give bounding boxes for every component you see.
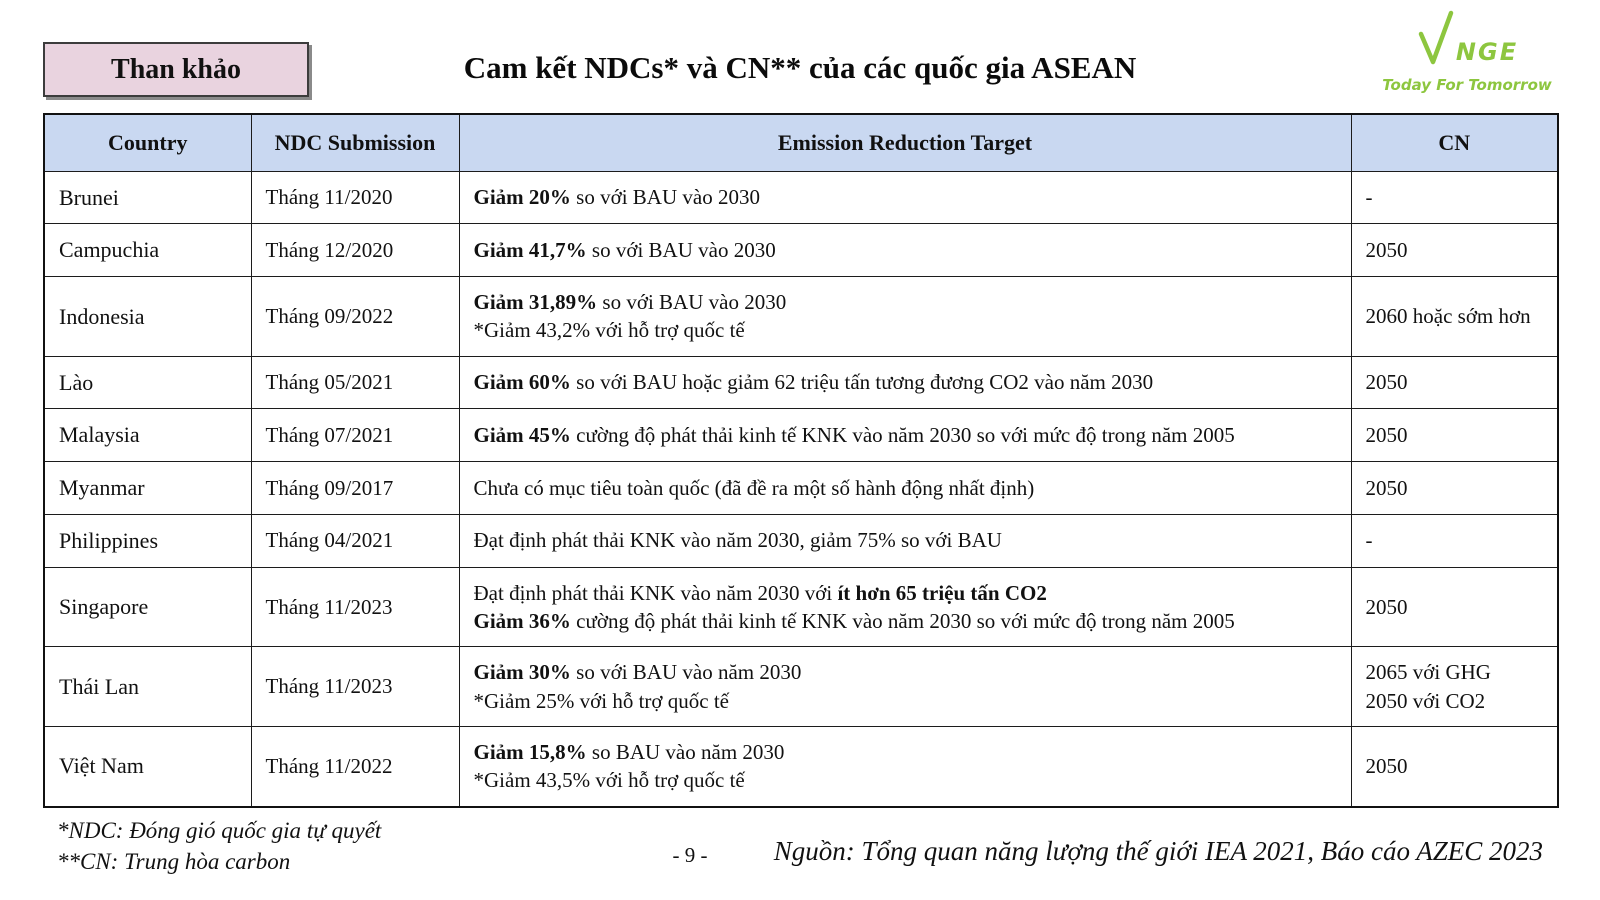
ndc-submission-cell: Tháng 04/2021 bbox=[251, 514, 459, 567]
table-row bbox=[44, 277, 1558, 357]
table-row bbox=[44, 647, 1558, 727]
cn-cell: 2060 hoặc sớm hơn bbox=[1351, 277, 1558, 357]
country-cell: Myanmar bbox=[44, 462, 251, 515]
emission-target-cell: Giảm 15,8% so BAU vào năm 2030 *Giảm 43,5% với hỗ trợ quốc tế bbox=[459, 726, 1351, 806]
country-cell: Indonesia bbox=[44, 277, 251, 357]
ndc-submission-cell: Tháng 09/2022 bbox=[251, 277, 459, 357]
ndc-submission-cell: Tháng 05/2021 bbox=[251, 356, 459, 409]
country-cell: Philippines bbox=[44, 514, 251, 567]
reference-label: Than khảo bbox=[111, 53, 241, 85]
cn-cell: 2050 bbox=[1351, 567, 1558, 647]
cn-cell: 2065 với GHG 2050 với CO2 bbox=[1351, 647, 1558, 727]
col-header-emission-reduction-target: Emission Reduction Target bbox=[459, 114, 1351, 171]
table-row bbox=[44, 224, 1558, 277]
country-cell: Việt Nam bbox=[44, 726, 251, 806]
emission-target-cell: Đạt định phát thải KNK vào năm 2030, giảm 75% so với BAU bbox=[459, 514, 1351, 567]
country-cell: Malaysia bbox=[44, 409, 251, 462]
table-header-row bbox=[44, 114, 1558, 171]
cn-cell: - bbox=[1351, 171, 1558, 224]
cn-cell: 2050 bbox=[1351, 462, 1558, 515]
col-header-ndc-submission: NDC Submission bbox=[251, 114, 459, 171]
table-row bbox=[44, 514, 1558, 567]
table-row bbox=[44, 356, 1558, 409]
ndc-submission-cell: Tháng 11/2023 bbox=[251, 647, 459, 727]
footnote-cn: **CN: Trung hòa carbon bbox=[57, 849, 291, 875]
vnge-logo bbox=[1382, 10, 1552, 94]
cn-cell: 2050 bbox=[1351, 409, 1558, 462]
ndc-submission-cell: Tháng 11/2023 bbox=[251, 567, 459, 647]
ndc-submission-cell: Tháng 11/2020 bbox=[251, 171, 459, 224]
source-citation: Nguồn: Tổng quan năng lượng thế giới IEA 2021, Báo cáo AZEC 2023 bbox=[773, 836, 1543, 866]
table-row bbox=[44, 567, 1558, 647]
emission-target-cell: Giảm 60% so với BAU hoặc giảm 62 triệu tấn tương đương CO2 vào năm 2030 bbox=[459, 356, 1351, 409]
cn-cell: - bbox=[1351, 514, 1558, 567]
country-cell: Singapore bbox=[44, 567, 251, 647]
logo-tagline: Today For Tomorrow bbox=[1382, 76, 1552, 94]
ndc-commitments-table bbox=[43, 113, 1559, 808]
table-body bbox=[44, 171, 1558, 806]
page-number: - 9 - bbox=[672, 843, 708, 867]
emission-target-cell: Đạt định phát thải KNK vào năm 2030 với ít hơn 65 triệu tấn CO2 Giảm 36% cường độ phát thải kinh tế KNK vào năm 2030 so với mức độ trong năm 2005 bbox=[459, 567, 1351, 647]
footnotes bbox=[57, 815, 381, 877]
country-cell: Thái Lan bbox=[44, 647, 251, 727]
logo-nge-text: NGE bbox=[1455, 38, 1519, 66]
col-header-country: Country bbox=[44, 114, 251, 171]
country-cell: Campuchia bbox=[44, 224, 251, 277]
logo-wordmark bbox=[1382, 10, 1552, 68]
emission-target-cell: Giảm 45% cường độ phát thải kinh tế KNK vào năm 2030 so với mức độ trong năm 2005 bbox=[459, 409, 1351, 462]
page-title: Cam kết NDCs* và CN** của các quốc gia ASEAN bbox=[463, 50, 1137, 85]
ndc-submission-cell: Tháng 07/2021 bbox=[251, 409, 459, 462]
ndc-submission-cell: Tháng 09/2017 bbox=[251, 462, 459, 515]
table-row bbox=[44, 171, 1558, 224]
cn-cell: 2050 bbox=[1351, 726, 1558, 806]
footnote-ndc: *NDC: Đóng gió quốc gia tự quyết bbox=[57, 818, 382, 843]
ndc-submission-cell: Tháng 12/2020 bbox=[251, 224, 459, 277]
table-row bbox=[44, 462, 1558, 515]
ndc-submission-cell: Tháng 11/2022 bbox=[251, 726, 459, 806]
table-row bbox=[44, 726, 1558, 806]
emission-target-cell: Giảm 31,89% so với BAU vào 2030 *Giảm 43,2% với hỗ trợ quốc tế bbox=[459, 277, 1351, 357]
emission-target-cell: Giảm 30% so với BAU vào năm 2030 *Giảm 25% với hỗ trợ quốc tế bbox=[459, 647, 1351, 727]
logo-v-check-icon bbox=[1416, 10, 1454, 68]
emission-target-cell: Giảm 20% so với BAU vào 2030 bbox=[459, 171, 1351, 224]
country-cell: Brunei bbox=[44, 171, 251, 224]
cn-cell: 2050 bbox=[1351, 356, 1558, 409]
emission-target-cell: Giảm 41,7% so với BAU vào 2030 bbox=[459, 224, 1351, 277]
emission-target-cell: Chưa có mục tiêu toàn quốc (đã đề ra một số hành động nhất định) bbox=[459, 462, 1351, 515]
cn-cell: 2050 bbox=[1351, 224, 1558, 277]
table-row bbox=[44, 409, 1558, 462]
country-cell: Lào bbox=[44, 356, 251, 409]
col-header-cn: CN bbox=[1351, 114, 1558, 171]
